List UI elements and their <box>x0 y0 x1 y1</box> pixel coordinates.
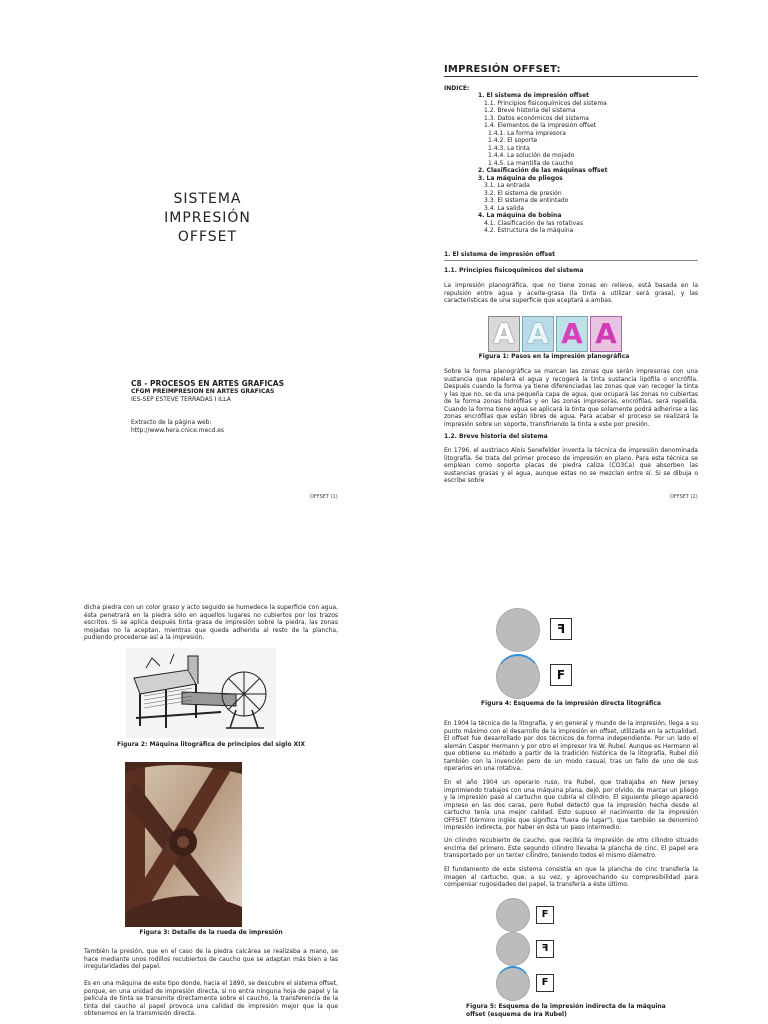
page-1-footer: OFFSET (1) <box>310 494 338 500</box>
figure-3-printing-wheel-photo <box>125 762 242 927</box>
index-item[interactable]: 3.1. La entrada <box>484 182 530 189</box>
plate-1 <box>488 316 520 352</box>
page-2-footer: OFFSET (2) <box>670 494 698 500</box>
paragraph: En 1796, el austriaco Alois Senefelder inventa la técnica de impresión denominada litografía. Se trata del primer proceso de impresión en plano. Para esta técnica se emplean como soporte placas de piedra caliza (CO3Ca) que absorben las sustancias grasas y el agua, aunque estas no se mezclan entre sí. Si se dibuja o escribe sobre <box>444 447 698 484</box>
index-item[interactable]: 3.2. El sistema de presión <box>484 189 562 197</box>
extract-url[interactable]: http://www.hera.cnice.mecd.es <box>131 426 225 434</box>
index-label: INDICE: <box>444 85 470 92</box>
section-1-1-title: 1.1. Principios fisicoquímicos del sistema <box>444 267 584 274</box>
index-item[interactable]: 4.2. Estructura de la máquina <box>484 227 574 234</box>
index-item[interactable]: 1.2. Breve historia del sistema <box>484 107 576 114</box>
paragraph: En 1904 la técnica de la litografía, y en general y mundo de la impresión, llega a su punto máximo con el desarrollo de la impresión en offset, utilizada en la actualidad. El offset fue desarrollado por dos técnicos de forma independiente. Por un lado el alemán Casper Hermann y por otro el impresor Ira W. Rubel. Aunque es Hermann el que obtiene su método a partir de la tradición histórica de la litografía, Rubel dió también con la invención pero de un modo casual, tras un fallo de uno de sus operarios en una rotativa. <box>444 720 698 772</box>
paragraph: La impresión planográfica, que no tiene zonas en relieve, está basada en la repulsión entre agua y aceite-grasa (la tinta a utilizar será grasa), y las características de una superficie que aceptará a ambas. <box>444 282 698 304</box>
plate-4 <box>590 316 622 352</box>
lithographic-press-drawing <box>126 648 276 738</box>
index-item[interactable]: 1.4.1. La forma impresora <box>488 129 566 137</box>
index-item[interactable]: 3.3. El sistema de entintado <box>484 197 569 204</box>
course-subtitle: CFGM PREIMPRESION EN ARTES GRAFICAS <box>131 388 275 395</box>
plate-3 <box>556 316 588 352</box>
plate-f-box: F <box>536 906 554 924</box>
index-item[interactable]: 1.4.4. La solución de mojado <box>488 152 575 159</box>
paragraph: Es en una máquina de este tipo donde, hacia el 1890, se descubre el sistema offset, porque, en una unidad de impresión directa, si no entra ninguna hoja de papel y la película de tinta se transmite directamente sobre el caucho, la transferencia de la tinta del caucho al papel provoca una calidad de impresión mejor que la que obtenemos en la transmisión directa. <box>84 980 338 1017</box>
cover-title-line-1: SISTEMA <box>173 191 242 207</box>
printing-wheel-drawing <box>125 762 242 927</box>
index-item[interactable]: 2. Clasificación de las máquinas offset <box>478 167 608 174</box>
paragraph: Sobre la forma planográfica se marcan las zonas que serán impresoras con una sustancia que repelerá el agua y recogerá la tinta sustancia lipófila o encrófila. Después cuando la forma ya tiene diferenciadas las zonas que van recoger la tinta y las que no, se da una pequeña capa de agua, que ocupará las zonas no cubiertas de la forma zonas hidrófilas y en las zonas impresoras, encrófilas, será repelida. Cuando la forma tiene agua se aplicará la tinta que solamente podrá adherirse a las zonas encrófilas que están libres de agua. Para acabar el proceso se realizará la impresión sobre un soporte, transfiriendo la tinta a este por presión. <box>444 368 698 428</box>
letter-a: A <box>527 317 549 350</box>
printed-f-box: F <box>536 974 554 992</box>
section-1-title: 1. El sistema de impresión offset <box>444 251 555 258</box>
blanket-mirrored-f-box: F <box>536 940 554 958</box>
plate-cylinder <box>496 898 530 932</box>
index-item[interactable]: 3.4. La salida <box>484 204 524 212</box>
figure-5-caption <box>466 1003 706 1018</box>
cover-title-line-3: OFFSET <box>177 229 238 245</box>
index-item[interactable]: 1. El sistema de impresión offset <box>478 92 589 99</box>
paragraph: dicha piedra con un color graso y acto seguido se humedece la superficie con agua, ésta penetrará en la piedra sólo en aquellos lugares no cubiertos por los trazos escritos. Si se aplica después tinta grasa de impresión sobre la piedra, las zonas mojadas no la aceptan, mientras que queda adherida al resto de la plancha, pudiendo procederse así a la impresión. <box>84 604 338 641</box>
course-title: C8 - PROCESOS EN ARTES GRAFICAS <box>131 379 284 388</box>
index-item[interactable]: 3. La máquina de pliegos <box>478 174 563 182</box>
figure-5-caption-line-2: offset (esquema de Ira Rubel) <box>466 1010 567 1018</box>
figure-1-caption: Figura 1: Pasos en la impresión planográfica <box>478 353 630 360</box>
figure-2-caption: Figura 2: Máquina litográfica de principios del siglo XIX <box>116 741 306 748</box>
figure-2-lithographic-press-image <box>126 648 276 738</box>
index-item[interactable]: 1.1. Principios fisicoquímicos del sistema <box>484 99 607 107</box>
figure-5-caption-line-1: Figura 5: Esquema de la impresión indirecta de la máquina <box>466 1003 666 1010</box>
paragraph: Un cilindro recubierto de caucho, que recibía la impresión de otro cilindro situado encima del primero. Este segundo cilindro llevaba la plancha de cinc. El papel era transportado por un tercer cilindro, teniendo todos el mismo diámetro. <box>444 837 698 859</box>
figure-1-planographic-steps <box>488 314 638 352</box>
cover-title-line-2: IMPRESIÓN <box>164 210 251 226</box>
index-item[interactable]: 4.1. Clasificación de las rotativas <box>484 219 583 227</box>
impression-cylinder <box>496 654 540 699</box>
index-item[interactable]: 1.4.5. La mantilla de caucho <box>488 159 574 167</box>
index-item[interactable]: 1.4.3. La tinta <box>488 144 530 152</box>
blanket-cylinder <box>496 932 530 966</box>
extract-label: Extracto de la página web: <box>131 419 212 426</box>
letter-a: A <box>561 317 583 350</box>
index-item[interactable]: 4. La máquina de bobina <box>478 212 562 219</box>
figure-4-caption: Figura 4: Esquema de la impresión directa litográfica <box>481 700 661 707</box>
mirrored-f-box: F <box>550 618 572 640</box>
document-heading: IMPRESIÓN OFFSET: <box>444 64 561 75</box>
paragraph: También la presión, que en el caso de la piedra calcárea se realizaba a mano, se hace mediante unos rodillos recubiertos de caucho que se adaptan más bien a las irregularidades del papel. <box>84 948 338 970</box>
index-item[interactable]: 1.4. Elementos de la impresión offset <box>484 122 597 129</box>
figure-3-caption: Figura 3: Detalle de la rueda de impresión <box>139 929 283 936</box>
plate-cylinder <box>496 608 540 652</box>
figure-5-indirect-printing-scheme <box>494 896 574 1002</box>
section-rule <box>444 260 698 261</box>
section-1-2-title: 1.2. Breve historia del sistema <box>444 433 548 440</box>
plate-2 <box>522 316 554 352</box>
index-item[interactable]: 1.3. Datos económicos del sistema <box>484 114 589 122</box>
index-item[interactable]: 1.4.2. El soporte <box>488 137 538 144</box>
school-name: IES-SEP ESTEVE TERRADAS I ILLA <box>131 395 231 403</box>
paragraph: En el año 1904 un operario ruso, Ira Rubel, que trabajaba en New Jersey imprimiendo trabajos con una máquina plana, dejó, por olvido, de marcar un pliego y la impresión pasó al cartucho que cubría el cilindro. El siguiente pliego apareció impreso en las dos caras, pero Rubel detectó que la impresión hecha desde el cartucho tenía una mejor calidad. Esto supuso el nacimiento de la impresión OFFSET (término inglés que significa "fuera de lugar"), que también se denominó impresión indirecta, por haber en ésta un paso intermedio. <box>444 779 698 831</box>
figure-4-direct-printing-scheme <box>494 606 584 700</box>
letter-a: A <box>493 317 515 350</box>
cover-title <box>120 190 295 247</box>
table-of-contents <box>478 92 698 235</box>
printed-f-box: F <box>550 664 572 686</box>
letter-a: A <box>595 317 617 350</box>
paragraph: El fundamento de este sistema consistía en que la plancha de cinc transfería la imagen al cartucho, que, a su vez, y aprovechando su compresibilidad para compensar rugosidades del papel, la transfería a éste último. <box>444 866 698 888</box>
impression-cylinder <box>496 966 530 1001</box>
heading-rule <box>444 76 698 77</box>
